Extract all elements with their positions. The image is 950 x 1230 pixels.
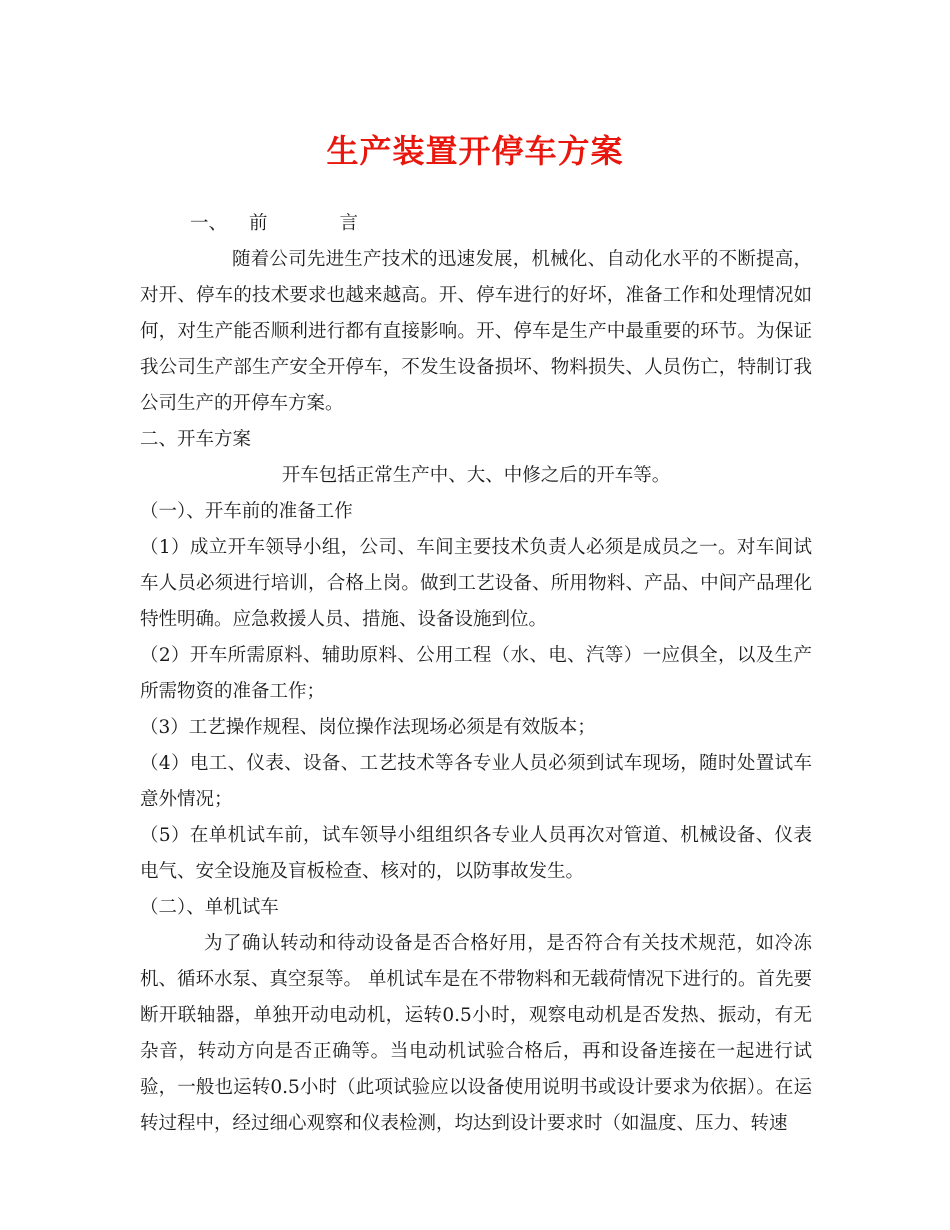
document-body xyxy=(140,206,812,1142)
section-heading-preface xyxy=(140,206,812,242)
section-heading-startup-plan: 二、开车方案 xyxy=(140,429,252,450)
document-title: 生产装置开停车方案 xyxy=(326,132,624,170)
paragraph-startup-scope: 开车包括正常生产中、大、中修之后的开车等。 xyxy=(281,465,671,486)
section-title-char-1: 前 xyxy=(249,213,268,234)
list-item-3: （3）工艺操作规程、岗位操作法现场必须是有效版本； xyxy=(140,717,596,738)
list-item-1: （1）成立开车领导小组，公司、车间主要技术负责人必须是成员之一。对车间试车人员必须进行培训，合格上岗。做到工艺设备、所用物料、产品、中间产品理化特性明确。应急救援人员、措施、设备设施到位。 xyxy=(140,537,812,630)
list-item-2: （2）开车所需原料、辅助原料、公用工程（水、电、汽等）一应俱全，以及生产所需物资的准备工作； xyxy=(140,645,812,702)
list-item-4: （4）电工、仪表、设备、工艺技术等各专业人员必须到试车现场，随时处置试车意外情况； xyxy=(140,753,812,810)
subsection-heading-single-test: （二）、单机试车 xyxy=(140,897,279,918)
paragraph-intro: 随着公司先进生产技术的迅速发展，机械化、自动化水平的不断提高，对开、停车的技术要求也越来越高。开、停车进行的好坏，准备工作和处理情况如何，对生产能否顺利进行都有直接影响。开、停车是生产中最重要的环节。为保证我公司生产部生产安全开停车，不发生设备损坏、物料损失、人员伤亡，特制订我公司生产的开停车方案。 xyxy=(140,249,812,414)
paragraph-single-test: 为了确认转动和待动设备是否合格好用，是否符合有关技术规范，如冷冻机、循环水泵、真空泵等。 单机试车是在不带物料和无载荷情况下进行的。首先要断开联轴器，单独开动电动机，运转0.5小时，观察电动机是否发热、振动，有无杂音，转动方向是否正确等。当电动机试验合格后，再和设备连接在一起进行试验，一般也运转0.5小时（此项试验应以设备使用说明书或设计要求为依据）。在运转过程中，经过细心观察和仪表检测，均达到设计要求时（如温度、压力、转速 xyxy=(140,933,812,1134)
list-item-5: （5）在单机试车前，试车领导小组组织各专业人员再次对管道、机械设备、仪表电气、安全设施及盲板检查、核对的，以防事故发生。 xyxy=(140,825,812,882)
subsection-heading-preparation: （一）、开车前的准备工作 xyxy=(140,501,353,522)
section-number: 一、 xyxy=(190,213,228,234)
section-title-char-2: 言 xyxy=(339,213,359,234)
